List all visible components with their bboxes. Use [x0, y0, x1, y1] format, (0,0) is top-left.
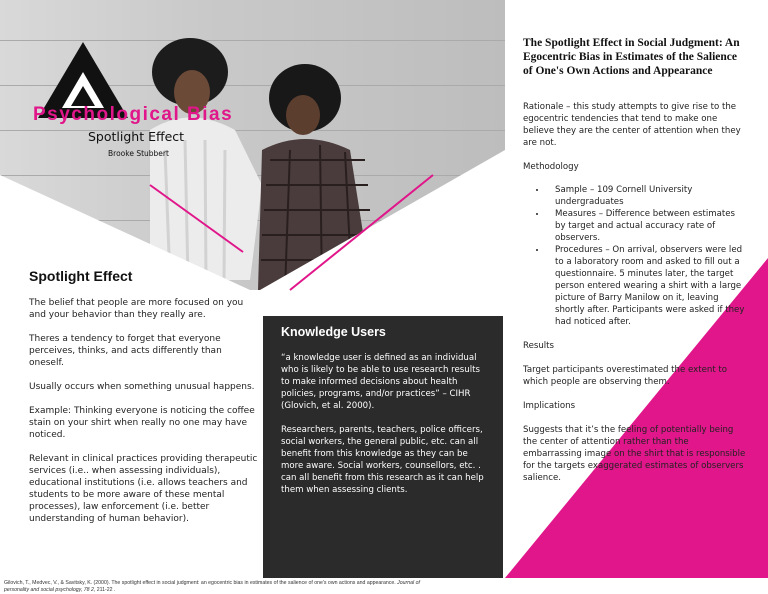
knowledge-users-box — [263, 316, 503, 578]
citation-text: Gilovich, T., Medvec, V., & Savitsky, K. (2000). The spotlight effect in social judgment: an egocentric bias in estimates of the salience of one's own actions and appearance. — [4, 580, 398, 586]
implications-text: Suggests that it’s the feeling of potentially being the center of attention rather than the embarrassing image on the shirt that is responsible for the targets exaggerated estimates of observers salience. — [523, 425, 746, 483]
knowledge-users-heading: Knowledge Users — [281, 325, 386, 339]
left-body — [29, 297, 259, 525]
left-paragraph: Theres a tendency to forget that everyone perceives, thinks, and acts differently than oneself. — [29, 334, 222, 368]
results-heading: Results — [523, 341, 555, 351]
accent-line-left — [150, 185, 243, 252]
methodology-heading: Methodology — [523, 162, 579, 172]
page-subtitle: Spotlight Effect — [88, 129, 185, 144]
left-paragraph: Example: Thinking everyone is noticing the coffee stain on your shirt when really no one may have noticed. — [29, 406, 255, 440]
page-title: Psychological Bias — [33, 104, 234, 125]
left-heading: Spotlight Effect — [29, 268, 133, 284]
right-body — [523, 101, 748, 484]
left-paragraph: Relevant in clinical practices providing therapeutic services (i.e.. when assessing individuals), educational institutions (i.e. allows teachers and students to be more aware of these mental processes), law enforcement (i.e. better understanding of human behavior). — [29, 454, 258, 524]
implications-heading: Implications — [523, 401, 576, 411]
list-item: • Sample – 109 Cornell University undergraduates — [547, 184, 748, 208]
author-name: Brooke Stubbert — [108, 149, 169, 158]
citation-journal: Journal of personality and social psychology, 78 2 — [4, 580, 420, 593]
left-paragraph: The belief that people are more focused on you and your behavior than they really are. — [29, 298, 244, 320]
left-paragraph: Usually occurs when something unusual happens. — [29, 382, 255, 392]
results-text: Target participants overestimated the extent to which people are observing them. — [523, 365, 728, 387]
knowledge-users-paragraph: Researchers, parents, teachers, police officers, social workers, the general public, etc. can all benefit from this knowledge as they can be more aware. Social workers, counsellors, etc. . can all benefit from this research as it can help them when assessing clients. — [281, 425, 484, 495]
citation-pages: , 211-22 . — [93, 586, 116, 593]
rationale-text: Rationale – this study attempts to give rise to the egocentric tendencies that tend to make one believe they are the center of attention when they are not. — [523, 102, 741, 148]
methodology-list — [523, 184, 748, 328]
list-item: • Measures – Difference between estimates by target and actual accuracy rate of observers. — [547, 208, 748, 244]
list-item: • Procedures – On arrival, observers were led to a laboratory room and asked to fill out a questionnaire. 5 minutes later, the target person entered wearing a shirt with a large picture of Barry Manilow on it, leaving shortly after. Participants were asked if they had noticed after. — [547, 244, 748, 328]
knowledge-users-paragraph: “a knowledge user is defined as an individual who is likely to be able to use research results to make informed decisions about health policies, programs, and/or practices” – CIHR (Glovich, et al. 2000). — [281, 353, 480, 411]
citation — [4, 580, 444, 593]
study-title: The Spotlight Effect in Social Judgment: An Egocentric Bias in Estimates of the Salience of One's Own Actions and Appearance — [523, 37, 740, 77]
